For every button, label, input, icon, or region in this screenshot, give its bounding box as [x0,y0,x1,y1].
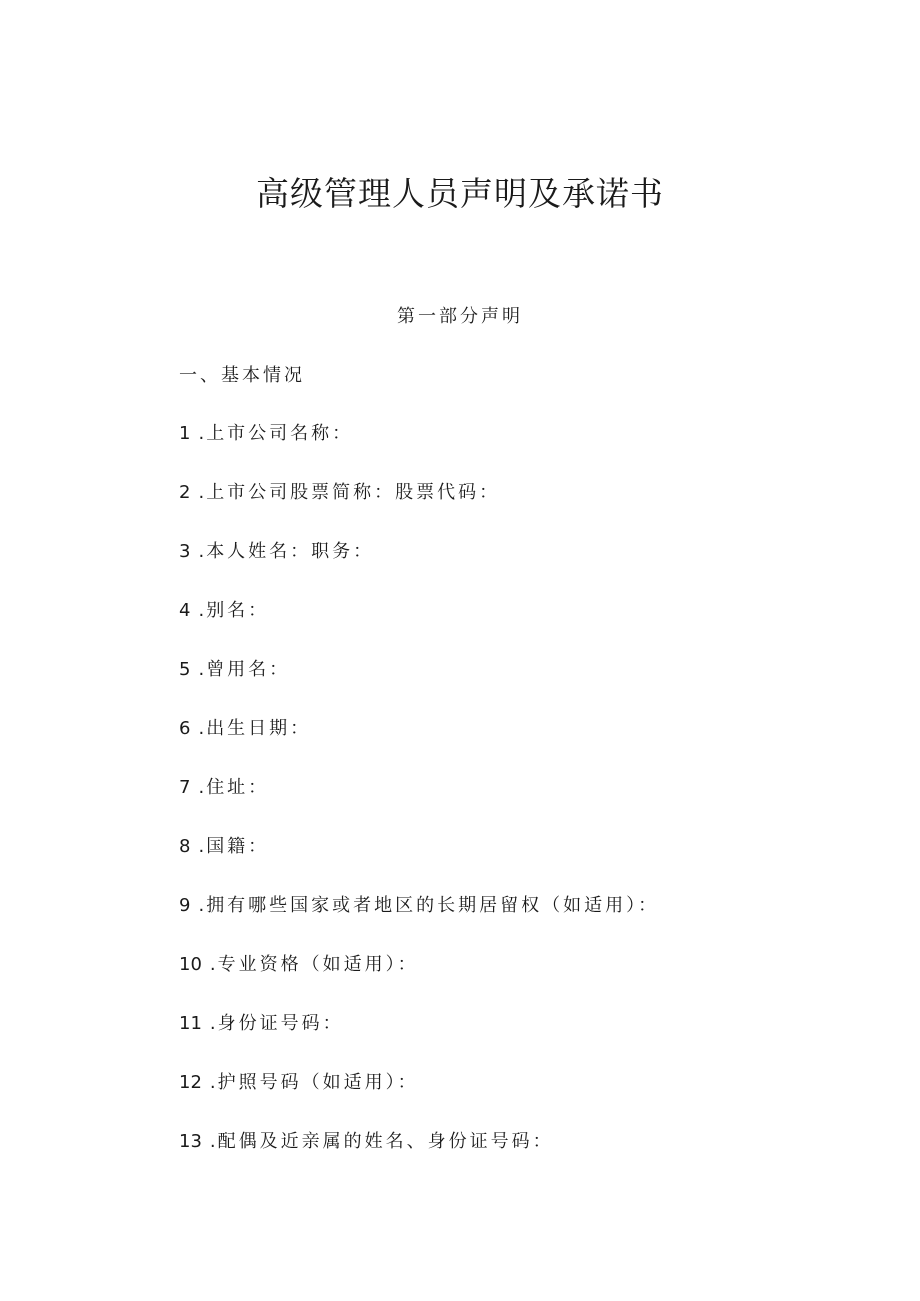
item-separator: . [198,777,205,798]
info-item-10 [179,952,659,1011]
item-separator: . [198,600,205,621]
item-separator: . [198,718,205,739]
info-item-7 [179,775,659,834]
item-number: 1 [179,423,191,444]
item-text: 拥有哪些国家或者地区的长期居留权（如适用）： [206,895,660,916]
item-number: 3 [179,541,191,562]
info-item-8 [179,834,659,893]
item-text: 配偶及近亲属的姓名、身份证号码： [217,1131,554,1152]
item-separator: . [198,541,205,562]
item-text: 曾用名： [206,659,291,680]
item-text: 国籍： [206,836,270,857]
item-number: 7 [179,777,191,798]
item-text: 别名： [206,600,270,621]
item-separator: . [198,836,205,857]
info-item-1 [179,421,659,480]
item-separator: . [198,482,205,503]
item-separator: . [198,895,205,916]
item-number: 5 [179,659,191,680]
info-item-13 [179,1129,659,1188]
item-separator: . [209,954,216,975]
info-item-3 [179,539,659,598]
info-item-list [179,421,659,1188]
item-number: 13 [179,1131,202,1152]
item-text: 上市公司名称： [206,423,354,444]
section-title: 第一部分声明 [397,306,523,327]
item-text: 上市公司股票简称：股票代码： [206,482,501,503]
info-item-2 [179,480,659,539]
item-text: 身份证号码： [217,1013,344,1034]
item-number: 4 [179,600,191,621]
item-number: 2 [179,482,191,503]
info-item-4 [179,598,659,657]
item-text: 专业资格（如适用）： [217,954,419,975]
item-number: 11 [179,1013,202,1034]
item-text: 本人姓名：职务： [206,541,375,562]
item-separator: . [209,1072,216,1093]
info-item-6 [179,716,659,775]
item-number: 9 [179,895,191,916]
item-text: 住址： [206,777,270,798]
item-separator: . [209,1131,216,1152]
info-item-11 [179,1011,659,1070]
info-item-12 [179,1070,659,1129]
item-number: 6 [179,718,191,739]
item-text: 护照号码（如适用）： [217,1072,419,1093]
info-item-5 [179,657,659,716]
item-separator: . [209,1013,216,1034]
item-number: 8 [179,836,191,857]
item-number: 12 [179,1072,202,1093]
section-heading: 一、基本情况 [179,365,305,386]
item-text: 出生日期： [206,718,312,739]
document-title: 高级管理人员声明及承诺书 [256,174,664,213]
item-number: 10 [179,954,202,975]
info-item-9 [179,893,659,952]
item-separator: . [198,423,205,444]
item-separator: . [198,659,205,680]
